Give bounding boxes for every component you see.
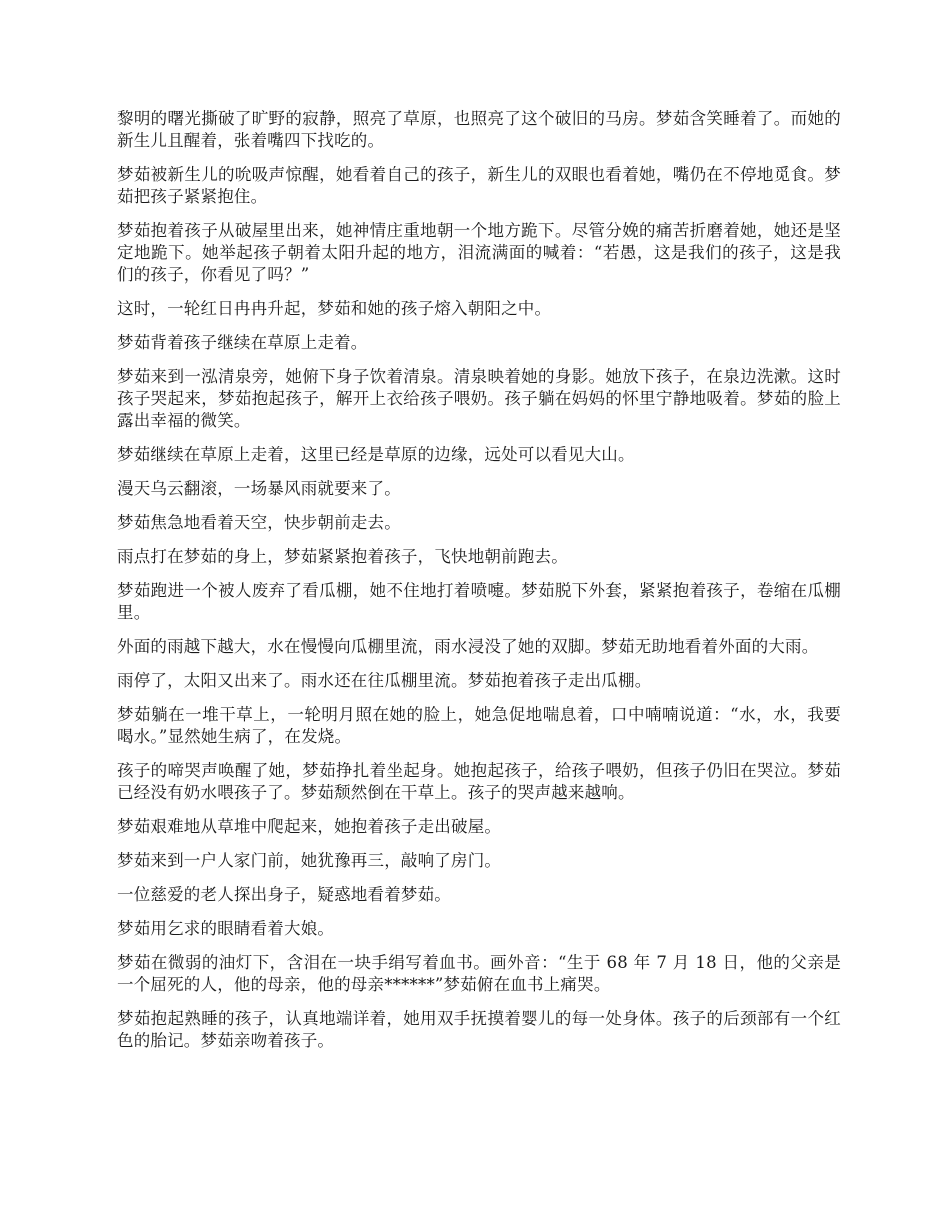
- paragraph-17: 梦茹来到一户人家门前，她犹豫再三，敲响了房门。: [117, 851, 502, 870]
- paragraph-15: 孩子的啼哭声唤醒了她，梦茹挣扎着坐起身。她抱起孩子，给孩子喂奶，但孩子仍旧在哭泣。梦茹已经没有奶水喂孩子了。梦茹颓然倒在干草上。孩子的哭声越来越响。: [117, 761, 841, 802]
- paragraph-21: 梦茹抱起熟睡的孩子，认真地端详着，她用双手抚摸着婴儿的每一处身体。孩子的后颈部有一个红色的胎记。梦茹亲吻着孩子。: [117, 1009, 841, 1050]
- paragraph-10: 雨点打在梦茹的身上，梦茹紧紧抱着孩子，飞快地朝前跑去。: [117, 547, 568, 566]
- paragraph-11: 梦茹跑进一个被人废弃了看瓜棚，她不住地打着喷嚏。梦茹脱下外套，紧紧抱着孩子，卷缩在瓜棚里。: [117, 581, 841, 622]
- paragraph-3: 梦茹抱着孩子从破屋里出来，她神情庄重地朝一个地方跪下。尽管分娩的痛苦折磨着她，她还是坚定地跪下。她举起孩子朝着太阳升起的地方，泪流满面的喊着：“若愚，这是我们的孩子，这是我们的孩子，你看见了吗？”: [117, 221, 841, 284]
- paragraph-2: 梦茹被新生儿的吮吸声惊醒，她看着自己的孩子，新生儿的双眼也看着她，嘴仍在不停地觅食。梦茹把孩子紧紧抱住。: [117, 165, 841, 206]
- paragraph-7: 梦茹继续在草原上走着，这里已经是草原的边缘，远处可以看见大山。: [117, 445, 635, 464]
- paragraph-14: 梦茹躺在一堆干草上，一轮明月照在她的脸上，她急促地喘息着，口中喃喃说道：“水，水，我要喝水。”显然她生病了，在发烧。: [117, 705, 841, 746]
- paragraph-6: 梦茹来到一泓清泉旁，她俯下身子饮着清泉。清泉映着她的身影。她放下孩子，在泉边洗漱。这时孩子哭起来，梦茹抱起孩子，解开上衣给孩子喂奶。孩子躺在妈妈的怀里宁静地吸着。梦茹的脸上露出幸福的微笑。: [117, 367, 841, 430]
- paragraph-16: 梦茹艰难地从草堆中爬起来，她抱着孩子走出破屋。: [117, 817, 502, 836]
- paragraph-12: 外面的雨越下越大，水在慢慢向瓜棚里流，雨水浸没了她的双脚。梦茹无助地看着外面的大雨。: [117, 637, 819, 656]
- paragraph-19: 梦茹用乞求的眼睛看着大娘。: [117, 919, 335, 938]
- document-body: [117, 108, 841, 1064]
- paragraph-8: 漫天乌云翻滚，一场暴风雨就要来了。: [117, 479, 401, 498]
- paragraph-1: 黎明的曙光撕破了旷野的寂静，照亮了草原，也照亮了这个破旧的马房。梦茹含笑睡着了。而她的新生儿且醒着，张着嘴四下找吃的。: [117, 109, 841, 150]
- paragraph-13: 雨停了，太阳又出来了。雨水还在往瓜棚里流。梦茹抱着孩子走出瓜棚。: [117, 671, 652, 690]
- paragraph-5: 梦茹背着孩子继续在草原上走着。: [117, 333, 368, 352]
- paragraph-20: 梦茹在微弱的油灯下，含泪在一块手绢写着血书。画外音：“生于 68 年 7 月 18 日，他的父亲是一个屈死的人，他的母亲，他的母亲******”梦茹俯在血书上痛哭。: [117, 953, 841, 994]
- paragraph-4: 这时，一轮红日冉冉升起，梦茹和她的孩子熔入朝阳之中。: [117, 299, 552, 318]
- paragraph-9: 梦茹焦急地看着天空，快步朝前走去。: [117, 513, 401, 532]
- paragraph-18: 一位慈爱的老人探出身子，疑惑地看着梦茹。: [117, 885, 451, 904]
